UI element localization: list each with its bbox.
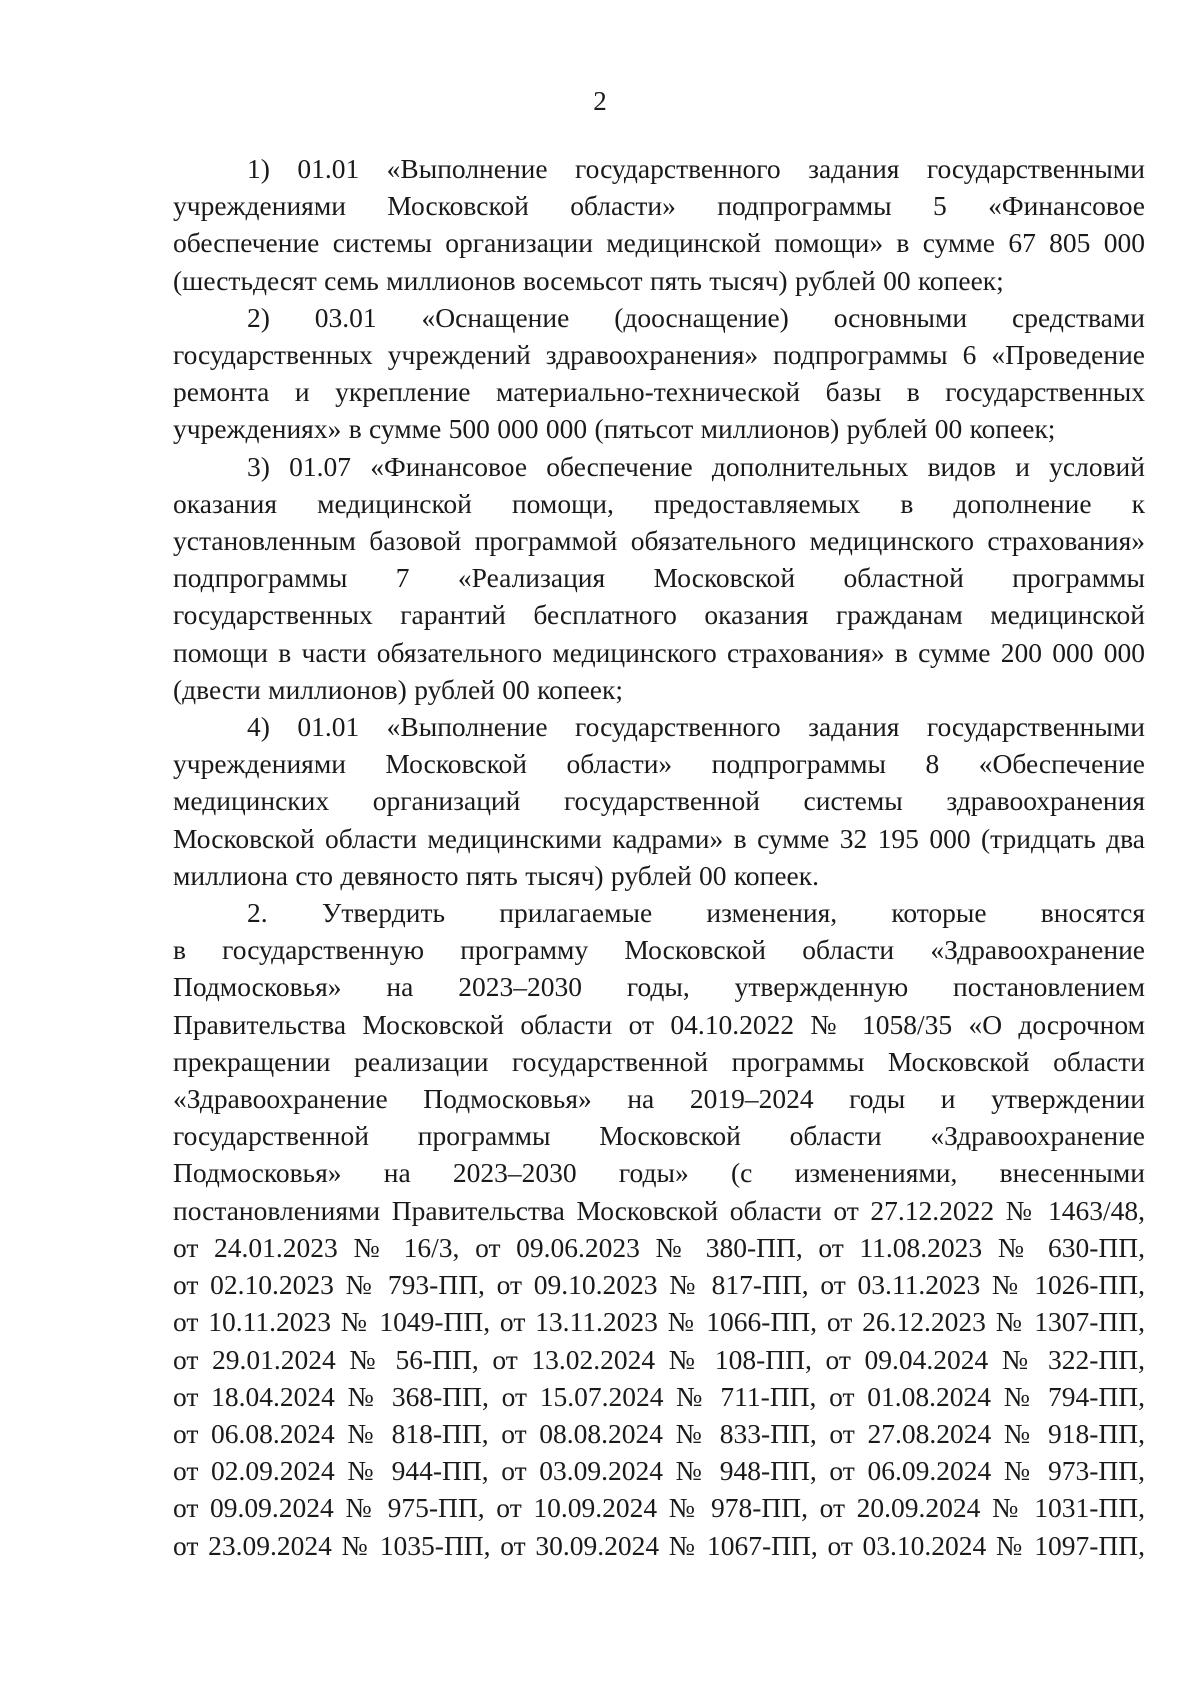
text-line: от 02.10.2023 № 793-ПП, от 09.10.2023 № 817-ПП, от 03.11.2023 № 1026-ПП, — [173, 1269, 1145, 1301]
text-line: постановлениями Правительства Московской области от 27.12.2022 № 1463/48, — [173, 1194, 1145, 1226]
text-line: Правительства Московской области от 04.10.2022 № 1058/35 «О досрочном — [173, 1008, 1145, 1040]
text-line: 2. Утвердить прилагаемые изменения, которые вносятся — [247, 897, 1145, 929]
text-line: от 24.01.2023 № 16/3, от 09.06.2023 № 380-ПП, от 11.08.2023 № 630-ПП, — [173, 1231, 1145, 1263]
paragraph — [173, 150, 1145, 299]
text-line: 1) 01.01 «Выполнение государственного задания государственными — [247, 153, 1145, 184]
text-line: (двести миллионов) рублей 00 копеек; — [173, 673, 624, 705]
text-line: прекращении реализации государственной программы Московской области — [173, 1045, 1145, 1077]
text-line: 3) 01.07 «Финансовое обеспечение дополнительных видов и условий — [247, 450, 1145, 482]
text-line: от 02.09.2024 № 944-ПП, от 03.09.2024 № 948-ПП, от 06.09.2024 № 973-ПП, — [173, 1455, 1145, 1487]
paragraph — [173, 299, 1145, 448]
text-line: от 18.04.2024 № 368-ПП, от 15.07.2024 № 711-ПП, от 01.08.2024 № 794-ПП, — [173, 1380, 1145, 1412]
text-line: государственных гарантий бесплатного оказания гражданам медицинской — [173, 599, 1145, 631]
document-body — [173, 150, 1145, 1564]
page-number: 2 — [593, 86, 607, 116]
text-line: миллиона сто девяносто пять тысяч) рублей 00 копеек. — [173, 859, 819, 891]
text-line: (шестьдесят семь миллионов восемьсот пять тысяч) рублей 00 копеек; — [173, 264, 1004, 296]
paragraph — [173, 708, 1145, 894]
text-line: Московской области медицинскими кадрами» в сумме 32 195 000 (тридцать два — [173, 822, 1145, 854]
text-line: медицинских организаций государственной системы здравоохранения — [173, 785, 1145, 817]
paragraph — [173, 894, 1145, 1564]
text-line: Подмосковья» на 2023–2030 годы, утвержденную постановлением — [173, 971, 1145, 1003]
text-line: «Здравоохранение Подмосковья» на 2019–2024 годы и утверждении — [173, 1083, 1145, 1115]
text-line: в государственную программу Московской области «Здравоохранение — [173, 934, 1145, 966]
text-line: помощи в части обязательного медицинского страхования» в сумме 200 000 000 — [173, 636, 1145, 668]
text-line: подпрограммы 7 «Реализация Московской областной программы — [173, 562, 1145, 594]
text-line: 2) 03.01 «Оснащение (дооснащение) основными средствами — [247, 301, 1145, 333]
text-line: учреждениях» в сумме 500 000 000 (пятьсот миллионов) рублей 00 копеек; — [173, 413, 1056, 445]
text-line: учреждениями Московской области» подпрограммы 8 «Обеспечение — [173, 748, 1145, 780]
text-line: государственной программы Московской области «Здравоохранение — [173, 1120, 1145, 1152]
text-line: государственных учреждений здравоохранения» подпрограммы 6 «Проведение — [173, 339, 1145, 371]
text-line: от 09.09.2024 № 975-ПП, от 10.09.2024 № 978-ПП, от 20.09.2024 № 1031-ПП, — [173, 1492, 1145, 1524]
text-line: Подмосковья» на 2023–2030 годы» (с изменениями, внесенными — [173, 1157, 1145, 1189]
text-line: от 10.11.2023 № 1049-ПП, от 13.11.2023 № 1066-ПП, от 26.12.2023 № 1307-ПП, — [173, 1306, 1145, 1338]
text-line: ремонта и укрепление материально-технической базы в государственных — [173, 376, 1145, 408]
paragraph — [173, 448, 1145, 708]
text-line: оказания медицинской помощи, предоставляемых в дополнение к — [173, 487, 1145, 519]
text-line: обеспечение системы организации медицинской помощи» в сумме 67 805 000 — [173, 227, 1145, 259]
text-line: учреждениями Московской области» подпрограммы 5 «Финансовое — [173, 190, 1145, 222]
text-line: от 23.09.2024 № 1035-ПП, от 30.09.2024 № 1067-ПП, от 03.10.2024 № 1097-ПП, — [173, 1529, 1145, 1561]
text-line: от 06.08.2024 № 818-ПП, от 08.08.2024 № 833-ПП, от 27.08.2024 № 918-ПП, — [173, 1417, 1145, 1449]
text-line: от 29.01.2024 № 56-ПП, от 13.02.2024 № 108-ПП, от 09.04.2024 № 322-ПП, — [173, 1343, 1145, 1375]
text-line: установленным базовой программой обязательного медицинского страхования» — [173, 525, 1145, 557]
text-line: 4) 01.01 «Выполнение государственного задания государственными — [247, 711, 1145, 743]
